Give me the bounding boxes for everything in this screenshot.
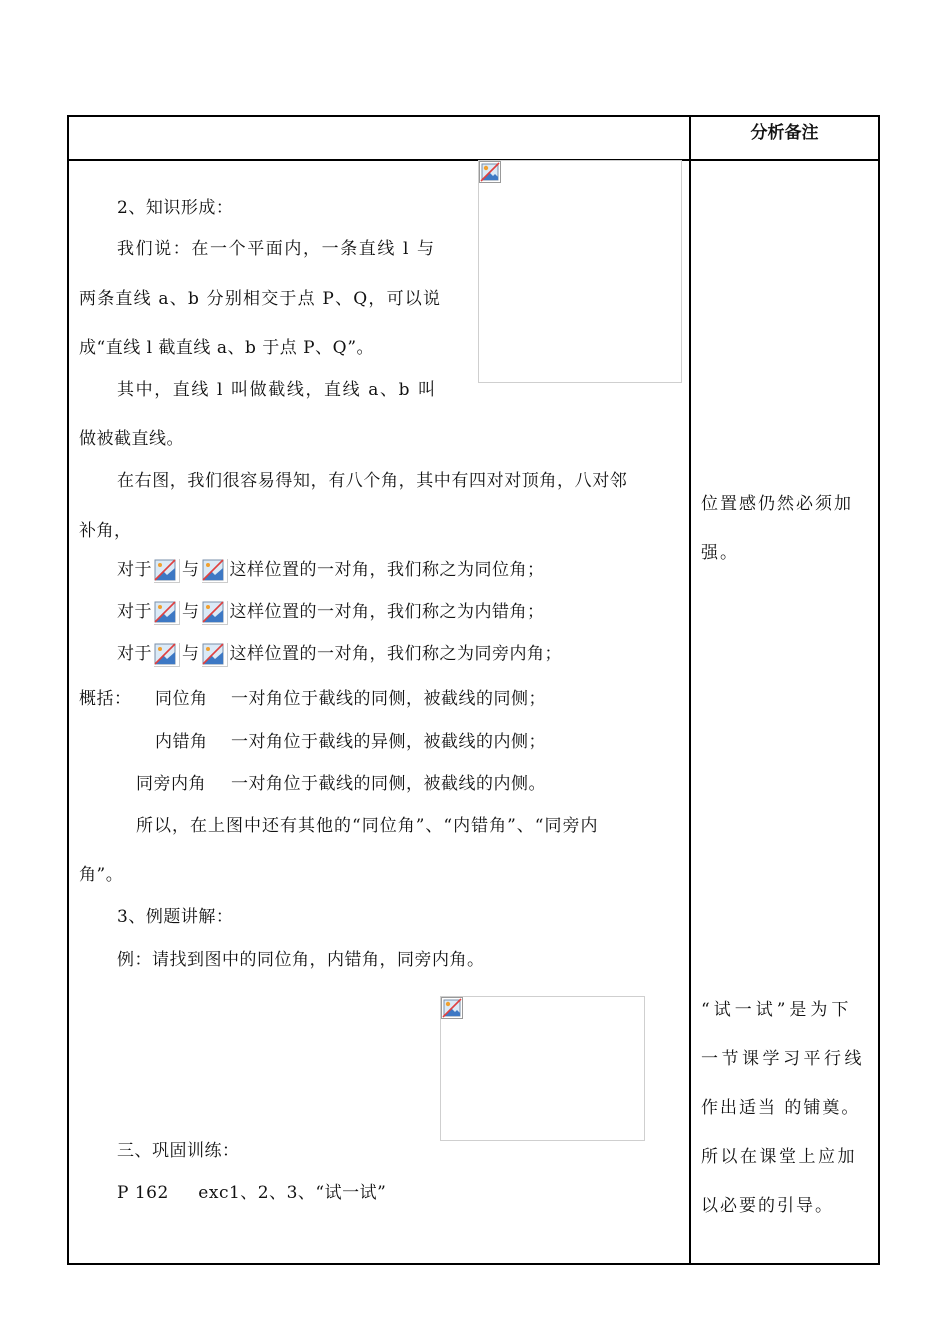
pair-prefix: 对于 — [117, 560, 152, 580]
pair-alternate-interior — [117, 601, 545, 625]
para4-line2: 角”。 — [79, 865, 124, 885]
note2-line3: 作出适当 的铺奠。 — [701, 1098, 861, 1118]
broken-image-icon — [479, 161, 501, 183]
summary-term-alternate: 内错角 — [155, 732, 208, 752]
note2-line1: “试一试”是为下 — [701, 1000, 853, 1020]
example-text: 例：请找到图中的同位角，内错角，同旁内角。 — [117, 950, 485, 970]
angle-image-placeholder — [154, 559, 180, 583]
summary-term-corresponding: 同位角 — [155, 689, 208, 709]
figure-example — [440, 996, 645, 1141]
angle-image-placeholder — [202, 601, 228, 625]
para2-line1: 其中，直线 l 叫做截线，直线 a、b 叫 — [117, 380, 437, 400]
pair-suffix: 这样位置的一对角，我们称之为内错角； — [229, 602, 545, 622]
para4-line1: 所以，在上图中还有其他的“同位角”、“内错角”、“同旁内 — [136, 816, 599, 836]
exercise-reference: P 162 exc1、2、3、“试一试” — [117, 1183, 387, 1203]
pair-same-side-interior — [117, 643, 562, 667]
summary-def-alternate: 一对角位于截线的异侧，被截线的内侧； — [231, 732, 546, 752]
para1-line3: 成“直线 l 截直线 a、b 于点 P、Q”。 — [79, 338, 375, 358]
angle-image-placeholder — [154, 601, 180, 625]
note2-line4: 所以在课堂上应加 — [701, 1147, 857, 1167]
section-consolidation-title: 三、巩固训练： — [117, 1141, 240, 1161]
figure-intersecting-lines — [478, 160, 682, 383]
pair-prefix: 对于 — [117, 644, 152, 664]
broken-image-icon — [441, 997, 463, 1019]
pair-connector: 与 — [182, 644, 200, 664]
angle-image-placeholder — [154, 643, 180, 667]
note2-line2: 一节课学习平行线 — [701, 1049, 865, 1069]
note1-line1: 位置感仍然必须加 — [701, 494, 853, 514]
pair-suffix: 这样位置的一对角，我们称之为同旁内角； — [229, 644, 562, 664]
pair-suffix: 这样位置的一对角，我们称之为同位角； — [229, 560, 545, 580]
section-3-title: 3、例题讲解： — [117, 907, 234, 927]
section-2-title: 2、知识形成： — [117, 198, 234, 218]
angle-image-placeholder — [202, 643, 228, 667]
para3-line1: 在右图，我们很容易得知，有八个角，其中有四对对顶角，八对邻 — [117, 471, 628, 491]
summary-def-corresponding: 一对角位于截线的同侧，被截线的同侧； — [231, 689, 546, 709]
note2-line5: 以必要的引导。 — [701, 1196, 834, 1216]
para2-line2: 做被截直线。 — [79, 429, 184, 449]
column-divider — [689, 115, 691, 1265]
summary-def-same-side: 一对角位于截线的同侧，被截线的内侧。 — [231, 774, 546, 794]
header-divider — [67, 159, 880, 161]
note1-line2: 强。 — [701, 543, 739, 563]
para3-line2: 补角， — [79, 521, 132, 541]
angle-image-placeholder — [202, 559, 228, 583]
summary-label: 概括： — [79, 689, 132, 709]
pair-connector: 与 — [182, 602, 200, 622]
summary-term-same-side: 同旁内角 — [136, 774, 206, 794]
notes-column-header: 分析备注 — [750, 123, 819, 143]
pair-connector: 与 — [182, 560, 200, 580]
para1-line1: 我们说：在一个平面内，一条直线 l 与 — [117, 239, 436, 259]
pair-corresponding — [117, 559, 545, 583]
para1-line2: 两条直线 a、b 分别相交于点 P、Q，可以说 — [79, 289, 442, 309]
pair-prefix: 对于 — [117, 602, 152, 622]
